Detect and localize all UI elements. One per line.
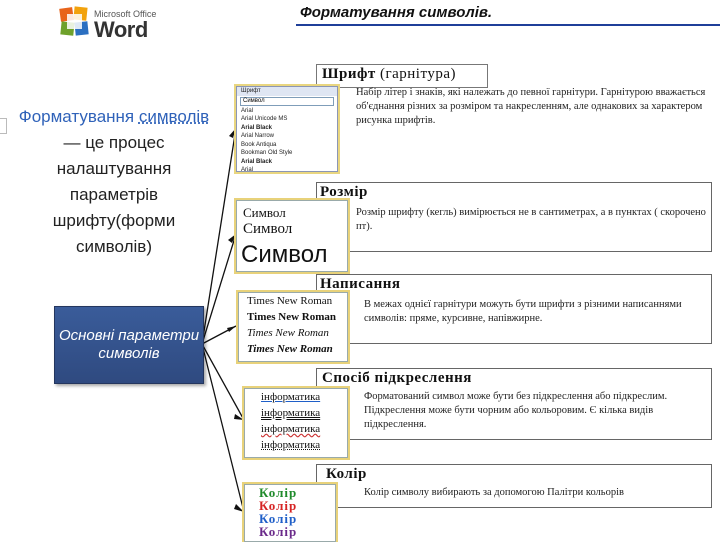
font-list-item: Arial Black xyxy=(241,124,273,131)
style-description: В межах однієї гарнітури можуть бути шрифти з різними написаннями символів: пряме, курсивне, напівжирне. xyxy=(364,299,682,324)
font-header-extra: (гарнітура) xyxy=(375,66,456,82)
underline-samples-thumbnail xyxy=(244,388,348,458)
style-sample-regular: Times New Roman xyxy=(247,295,333,307)
underline-section-header: Спосіб підкреслення xyxy=(322,370,472,386)
size-description: Розмір шрифту (кегль) вимірюється не в сантиметрах, а в пунктах ( скорочено пт). xyxy=(356,207,706,232)
style-sample-bold-italic: Times New Roman xyxy=(247,343,333,355)
font-list-item: Bookman Old Style xyxy=(241,150,293,156)
style-sample-bold: Times New Roman xyxy=(247,311,337,323)
logo-small-text: Microsoft Office xyxy=(94,9,157,19)
color-samples-thumbnail xyxy=(244,484,336,542)
title-underline xyxy=(296,24,720,26)
size-samples-thumbnail xyxy=(236,200,348,272)
underline-sample-single: інформатика xyxy=(261,391,321,403)
color-sample-purple: Колір xyxy=(259,524,298,539)
color-section-header: Колір xyxy=(326,466,367,482)
font-list-item: Arial Narrow xyxy=(241,133,275,139)
side-marker xyxy=(0,118,7,134)
font-list-item: Arial xyxy=(241,167,254,172)
underline-description: Форматований символ може бути без підкреслення або підкреслим. Підкреслення може бути чорним або кольоровим. Є кілька видів підкреслення. xyxy=(364,391,668,430)
size-section-header: Розмір xyxy=(320,184,368,200)
underline-sample-dotted: інформатика xyxy=(261,439,321,451)
main-box-label: Основні параметри символів xyxy=(58,327,200,362)
font-list-item: Book Antiqua xyxy=(241,141,277,148)
definition-term-part1: Форматування xyxy=(18,107,135,126)
page-title: Форматування символів. xyxy=(300,4,493,21)
font-list-thumbnail xyxy=(236,86,338,172)
color-sample-red: Колір xyxy=(259,498,298,513)
logo-word-text: Word xyxy=(94,17,148,42)
underline-sample-wavy: інформатика xyxy=(261,423,321,435)
font-list-item: Arial Black xyxy=(241,158,273,165)
underline-sample-double: інформатика xyxy=(261,407,321,419)
definition-body: — це процес налаштування параметрів шрифту(форми символів) xyxy=(52,133,176,256)
style-samples-thumbnail xyxy=(238,292,348,362)
font-header-bold: Шрифт xyxy=(322,66,376,82)
style-sample-italic: Times New Roman xyxy=(247,327,329,339)
font-list-input: Символ xyxy=(240,97,334,106)
definition-term-part2: символів xyxy=(138,107,210,126)
definition-text xyxy=(14,104,214,260)
font-list-item: Arial Unicode MS xyxy=(241,116,288,122)
font-description: Набір літер і знаків, які належать до певної гарнітури. Гарнітурою вважається об'єднання різних за розміром та накресленням, але однакових за характером рисунка шрифтів. xyxy=(356,87,706,126)
size-sample-medium: Символ xyxy=(243,221,293,237)
style-section-header: Написання xyxy=(320,276,401,292)
office-logo-icon xyxy=(58,5,90,39)
size-sample-small: Символ xyxy=(243,205,286,220)
color-sample-blue: Колір xyxy=(259,511,298,526)
font-section-header xyxy=(322,66,456,83)
size-sample-large: Символ xyxy=(241,241,328,268)
office-word-logo xyxy=(58,5,168,43)
color-sample-green: Колір xyxy=(259,485,298,500)
font-list-item: Arial xyxy=(241,107,254,114)
main-parameters-box xyxy=(54,306,204,384)
color-description: Колір символу вибирають за допомогою Палітри кольорів xyxy=(364,487,624,498)
font-list-label: Шрифт xyxy=(237,87,337,96)
